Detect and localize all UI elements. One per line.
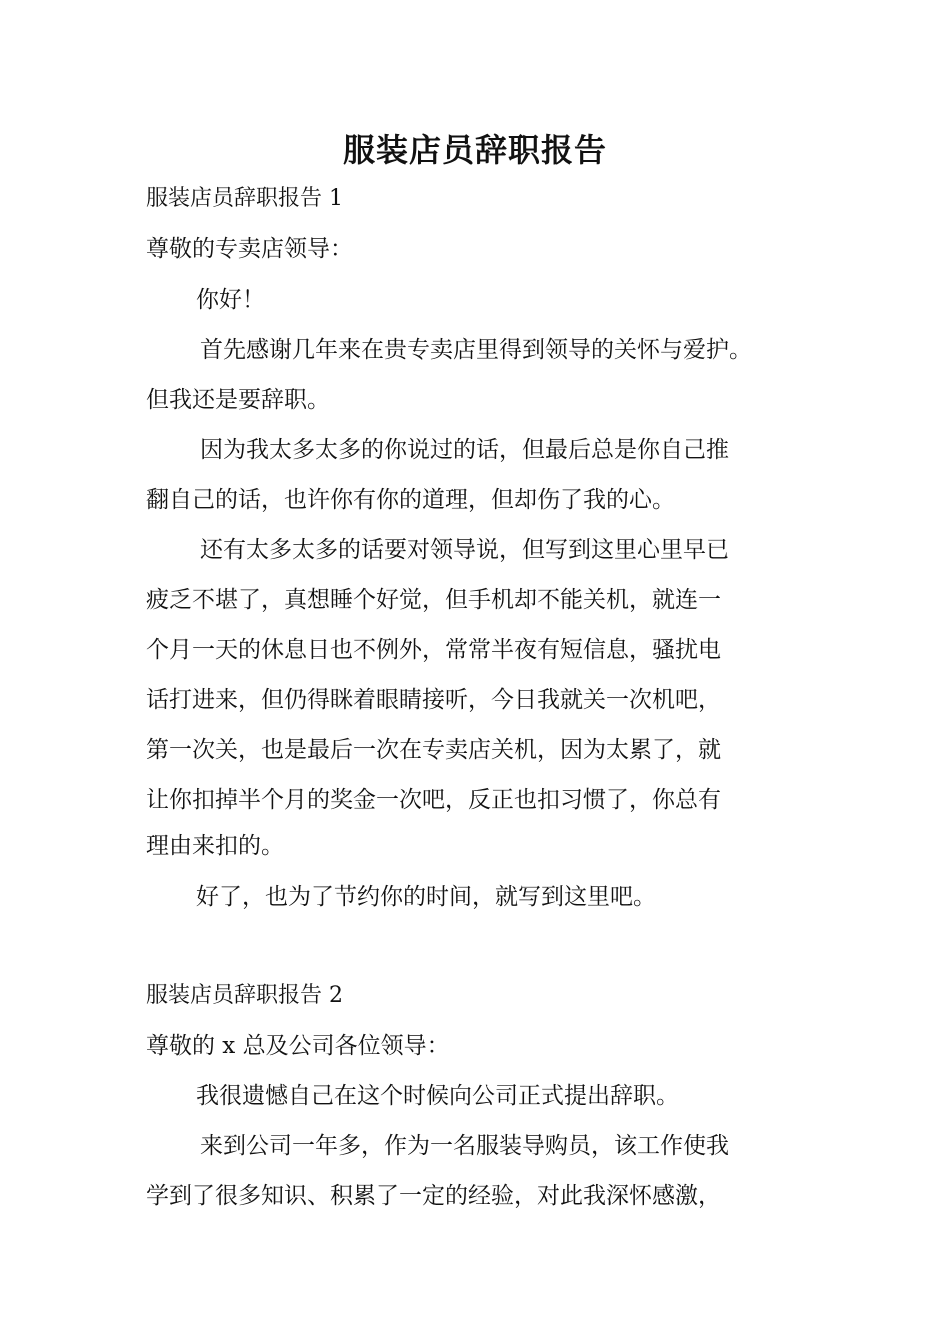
section2-heading: 服装店员辞职报告 2	[146, 983, 343, 1008]
section1-p2-line1: 因为我太多太多的你说过的话，但最后总是你自己推	[200, 437, 729, 463]
section2-p1: 我很遗憾自己在这个时候向公司正式提出辞职。	[196, 1083, 679, 1109]
section1-p3-line4: 话打进来，但仍得眯着眼睛接听，今日我就关一次机吧，	[146, 687, 721, 713]
section2-p2-line2: 学到了很多知识、积累了一定的经验，对此我深怀感激，	[146, 1183, 721, 1209]
document-title: 服装店员辞职报告	[342, 131, 607, 169]
section2-p2-line1: 来到公司一年多，作为一名服装导购员，该工作使我	[200, 1133, 729, 1159]
section1-p3-line5: 第一次关，也是最后一次在专卖店关机，因为太累了，就	[146, 737, 721, 763]
section1-p3-line1: 还有太多太多的话要对领导说，但写到这里心里早已	[200, 537, 729, 563]
section2-salutation: 尊敬的 x 总及公司各位领导：	[146, 1033, 450, 1059]
section1-p3-line7: 理由来扣的。	[146, 833, 284, 859]
section1-salutation: 尊敬的专卖店领导：	[146, 236, 353, 262]
section1-p1-line1: 首先感谢几年来在贵专卖店里得到领导的关怀与爱护。	[200, 337, 752, 363]
section1-closing: 好了，也为了节约你的时间，就写到这里吧。	[196, 884, 656, 910]
section1-p3-line6: 让你扣掉半个月的奖金一次吧，反正也扣习惯了，你总有	[146, 787, 721, 813]
section1-heading: 服装店员辞职报告 1	[146, 186, 343, 211]
section1-p3-line3: 个月一天的休息日也不例外，常常半夜有短信息，骚扰电	[146, 637, 721, 663]
section1-p2-line2: 翻自己的话，也许你有你的道理，但却伤了我的心。	[146, 487, 675, 513]
section1-p3-line2: 疲乏不堪了，真想睡个好觉，但手机却不能关机，就连一	[146, 587, 721, 613]
section1-p1-line2: 但我还是要辞职。	[146, 387, 330, 413]
section1-greeting: 你好！	[196, 287, 265, 313]
